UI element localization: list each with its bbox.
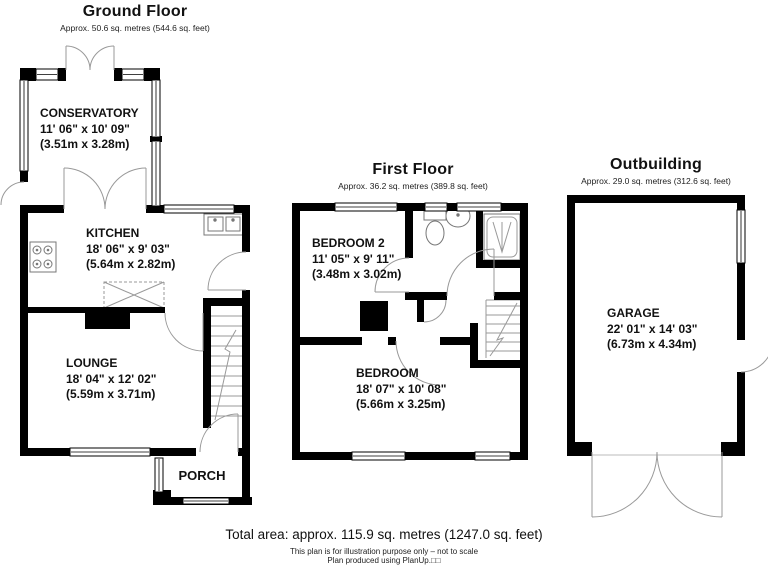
credit-text: Plan produced using PlanUp.□□ (327, 556, 441, 565)
room-dims-metric: (5.59m x 3.71m) (66, 387, 156, 401)
room-dims-metric: (3.51m x 3.28m) (40, 137, 130, 151)
room-dims-metric: (5.64m x 2.82m) (86, 257, 176, 271)
room-name: LOUNGE (66, 356, 118, 370)
sink-icon (204, 214, 244, 235)
room-name: GARAGE (607, 306, 660, 320)
ground-floor-title: Ground Floor (82, 3, 188, 20)
room-dims-metric: (6.73m x 4.34m) (607, 337, 697, 351)
room-dims-metric: (3.48m x 3.02m) (312, 267, 402, 281)
stove-icon (30, 242, 56, 272)
room-name: BEDROOM 2 (312, 236, 385, 250)
conservatory-label (40, 106, 139, 153)
toilet-icon (424, 211, 446, 245)
room-dims-imperial: 18' 06" x 9' 03" (86, 241, 170, 256)
first-floor-title: First Floor (372, 161, 454, 178)
room-dims-imperial: 22' 01" x 14' 03" (607, 321, 698, 336)
outbuilding-plan (567, 195, 768, 517)
garage-label (607, 306, 698, 353)
disclaimer-text: This plan is for illustration purpose only – not to scale (289, 547, 479, 556)
room-name: CONSERVATORY (40, 106, 139, 120)
outbuilding-title: Outbuilding (610, 156, 702, 173)
room-dims-imperial: 11' 06" x 10' 09" (40, 121, 130, 136)
bedroom-label (356, 366, 447, 413)
bedroom2-label (312, 236, 401, 283)
room-dims-imperial: 11' 05" x 9' 11" (312, 251, 395, 266)
room-dims-imperial: 18' 07" x 10' 08" (356, 381, 447, 396)
kitchen-unit-dashed (104, 282, 164, 308)
shower-icon (484, 214, 520, 260)
total-area-text: Total area: approx. 115.9 sq. metres (1247.0 sq. feet) (225, 527, 543, 542)
kitchen-label (86, 226, 175, 273)
room-dims-imperial: 18' 04" x 12' 02" (66, 371, 157, 386)
staircase-first (486, 300, 520, 358)
porch-label (160, 468, 244, 484)
staircase-ground (211, 316, 242, 420)
room-name: PORCH (178, 468, 226, 483)
ground-floor-subtitle: Approx. 50.6 sq. metres (544.6 sq. feet) (60, 23, 210, 33)
room-name: BEDROOM (356, 366, 419, 380)
lounge-label (66, 356, 157, 403)
outbuilding-subtitle: Approx. 29.0 sq. metres (312.6 sq. feet) (581, 176, 731, 186)
room-dims-metric: (5.66m x 3.25m) (356, 397, 446, 411)
room-name: KITCHEN (86, 226, 140, 240)
first-floor-subtitle: Approx. 36.2 sq. metres (389.8 sq. feet) (338, 181, 488, 191)
outbuilding-windows (737, 210, 745, 263)
